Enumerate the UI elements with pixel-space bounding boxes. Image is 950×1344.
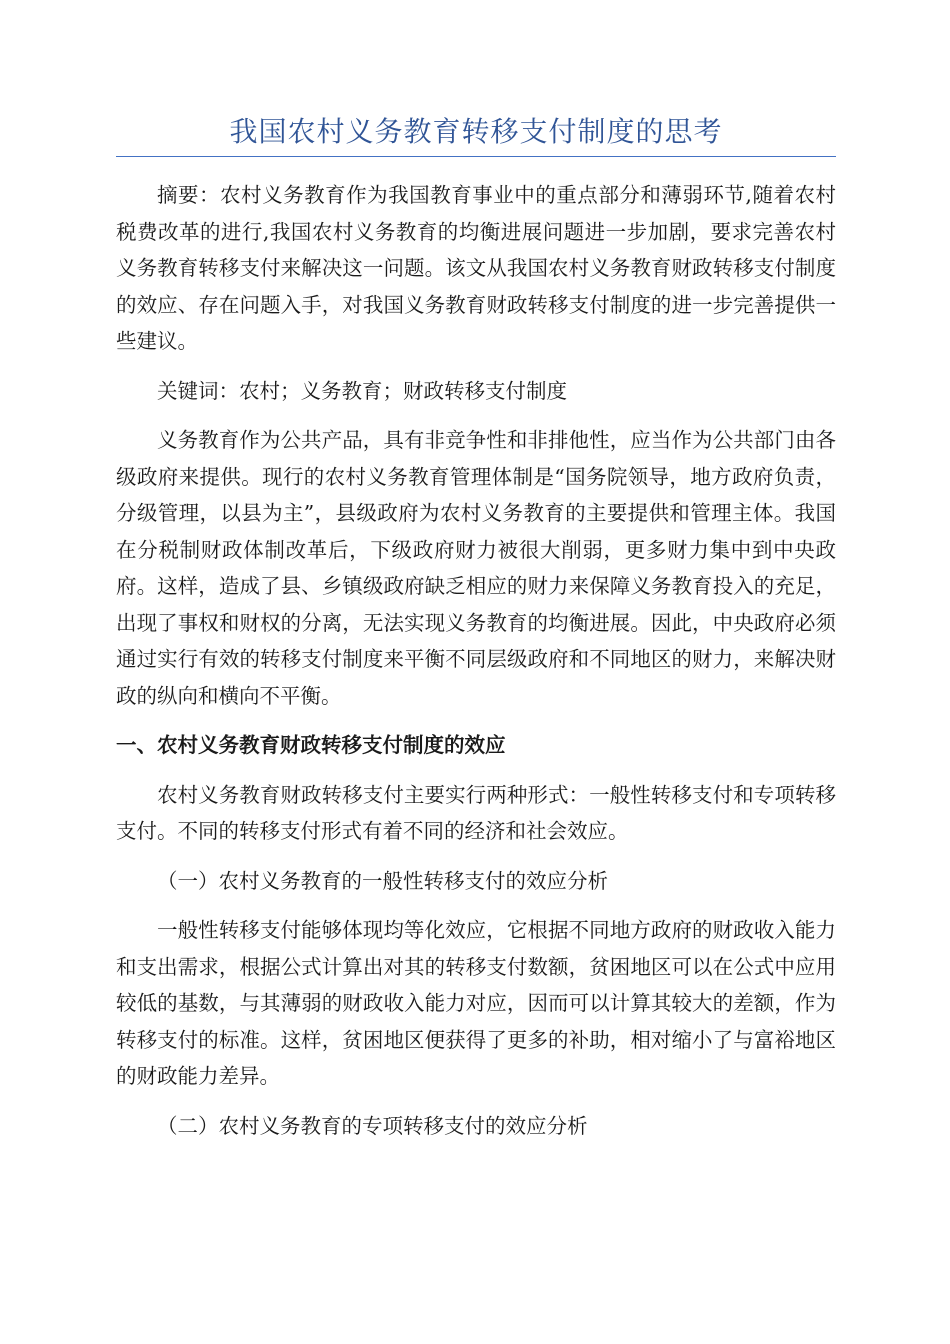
section-1-paragraph: 农村义务教育财政转移支付主要实行两种形式：一般性转移支付和专项转移支付。不同的转移支付形式有着不同的经济和社会效应。 <box>116 782 836 843</box>
document-page <box>116 112 836 1157</box>
document-title: 我国农村义务教育转移支付制度的思考 <box>116 112 836 157</box>
subsection-1-paragraph: 一般性转移支付能够体现均等化效应，它根据不同地方政府的财政收入能力和支出需求，根据公式计算出对其的转移支付数额，贫困地区可以在公式中应用较低的基数，与其薄弱的财政收入能力对应，因而可以计算其较大的差额，作为转移支付的标准。这样，贫困地区便获得了更多的补助，相对缩小了与富裕地区的财政能力差异。 <box>116 918 836 1088</box>
intro-paragraph: 义务教育作为公共产品，具有非竞争性和非排他性，应当作为公共部门由各级政府来提供。现行的农村义务教育管理体制是“国务院领导，地方政府负责，分级管理，以县为主”，县级政府为农村义务教育的主要提供和管理主体。我国在分税制财政体制改革后，下级政府财力被很大削弱，更多财力集中到中央政府。这样，造成了县、乡镇级政府缺乏相应的财力来保障义务教育投入的充足，出现了事权和财权的分离，无法实现义务教育的均衡进展。因此，中央政府必须通过实行有效的转移支付制度来平衡不同层级政府和不同地区的财力，来解决财政的纵向和横向不平衡。 <box>116 428 836 708</box>
subsection-1-heading: （一）农村义务教育的一般性转移支付的效应分析 <box>157 868 608 893</box>
subsection-2-heading: （二）农村义务教育的专项转移支付的效应分析 <box>157 1113 588 1138</box>
abstract-paragraph: 摘要：农村义务教育作为我国教育事业中的重点部分和薄弱环节,随着农村税费改革的进行,我国农村义务教育的均衡进展问题进一步加剧，要求完善农村义务教育转移支付来解决这一问题。该文从我国农村义务教育财政转移支付制度的效应、存在问题入手，对我国义务教育财政转移支付制度的进一步完善提供一些建议。 <box>116 183 836 353</box>
section-1-heading: 一、农村义务教育财政转移支付制度的效应 <box>116 733 506 757</box>
keywords-line: 关键词：农村；义务教育；财政转移支付制度 <box>157 378 567 403</box>
